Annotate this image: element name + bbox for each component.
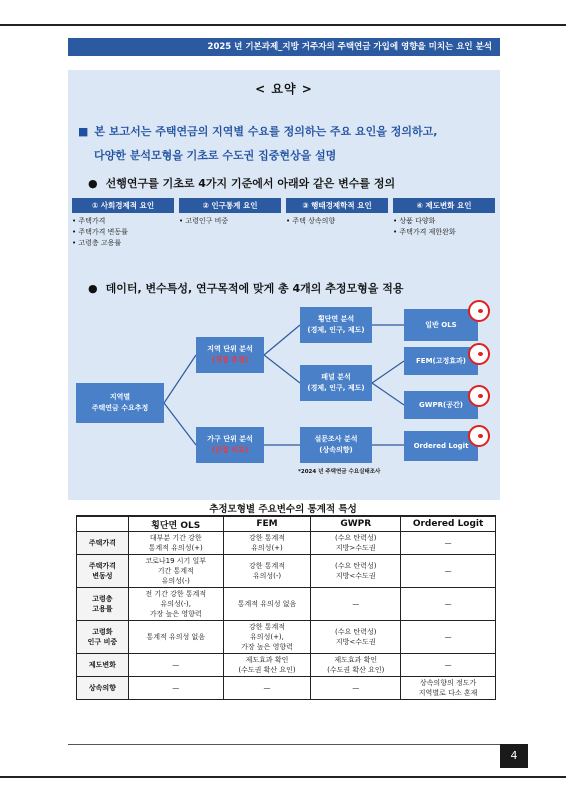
table-cell: (수요 탄력성) 지방>수도권 [311,532,401,555]
node-survey-line2: (상속의향) [319,446,353,454]
node-cross-line2: (경제, 인구, 제도) [307,326,365,334]
node-panel-line1: 패널 분석 [321,373,351,381]
table-cell: — [401,621,496,654]
bullet-2 [88,280,403,296]
highlight-circle-icon [468,385,490,407]
table-cell: 제도효과 확인 (수도권 확산 요인) [311,654,401,677]
node-survey [300,427,372,463]
criteria-box-1 [72,198,174,260]
table-row [77,588,496,621]
bottom-rule [0,776,566,778]
table-cell: — [401,555,496,588]
table-row [77,532,496,555]
node-ologit-label: Ordered Logit [413,441,469,450]
highlight-circle-icon [468,343,490,365]
node-gwpr-label: GWPR(공간) [419,400,463,409]
summary-panel [68,70,500,500]
highlight-circle-icon [468,300,490,322]
bullet-dot-icon: ● [88,177,98,190]
table-cell: (수요 탄력성) 지방<수도권 [311,621,401,654]
survey-note: *2024 년 주택연금 수요실태조사 [298,469,381,475]
node-household [196,427,264,463]
intro-text [78,120,493,168]
row-header-cell: 상속의향 [77,677,129,700]
report-header: 2025 년 기본과제_지방 거주자의 주택연금 가입에 영향을 미치는 요인 분석 [68,38,500,56]
bullet-dot-icon: ● [88,282,98,295]
node-ols-label: 일반 OLS [425,320,457,329]
table-cell: 통계적 유의성 없음 [128,621,223,654]
node-panel [300,365,372,401]
col-header [77,516,129,532]
table-row [77,677,496,700]
node-panel-line2: (경제, 인구, 제도) [307,384,365,392]
node-gwpr [404,391,478,419]
criteria-item: • 고령층 고용률 [72,239,122,247]
table-cell: — [128,654,223,677]
table-cell: 통계적 유의성 없음 [223,588,311,621]
criteria-item: • 고령인구 비중 [179,217,229,225]
node-ordered-logit [404,431,478,461]
highlight-circle-icon [468,425,490,447]
footer-rule [68,744,500,745]
node-cross-section [300,307,372,343]
row-header-cell: 주택가격 [77,532,129,555]
table-cell: — [311,588,401,621]
table-cell: — [223,677,311,700]
table-cell: 강한 통계적 유의성(-) [223,555,311,588]
criteria-boxes [72,198,496,260]
stats-table [76,515,496,700]
criteria-item: • 주택가격 변동률 [72,228,128,236]
table-row [77,654,496,677]
table-cell: 강한 통계적 유의성(+) [223,532,311,555]
table-cell: — [401,532,496,555]
col-header: GWPR [311,516,401,532]
table-cell: 대부분 기간 강한 통계적 유의성(+) [128,532,223,555]
table-cell: 코로나19 시기 일부 기간 통계적 유의성(-) [128,555,223,588]
criteria-title: ④ 제도변화 요인 [393,198,495,213]
page-number: 4 [500,744,528,768]
node-root [76,383,164,423]
model-diagram [68,295,500,495]
intro-line-2: 다양한 분석모형을 기초로 수도권 집중현상을 설명 [94,149,337,162]
row-header-cell: 주택가격 변동성 [77,555,129,588]
intro-line-1: 본 보고서는 주택연금의 지역별 수요를 정의하는 주요 요인을 정의하고, [94,125,438,138]
node-root-line2: 주택연금 수요추정 [91,404,149,412]
table-cell: 전 기간 강한 통계적 유의성(-), 가장 높은 영향력 [128,588,223,621]
criteria-box-2 [179,198,281,260]
table-cell: — [401,654,496,677]
table-row [77,621,496,654]
node-household-label: 가구 단위 분석 [207,435,253,443]
top-rule [0,24,566,26]
table-cell: 상속의향의 정도가 지역별로 다소 혼재 [401,677,496,700]
table-cell: — [128,677,223,700]
node-regional-label: 지역 단위 분석 [207,345,253,353]
summary-title: < 요약 > [255,82,313,96]
node-cross-line1: 횡단면 분석 [317,315,355,323]
node-regional-sub: (직접 추정) [212,356,248,364]
criteria-item: • 상품 다양화 [393,217,436,225]
col-header: FEM [223,516,311,532]
node-root-line1: 지역별 [109,393,131,401]
row-header-cell: 제도변화 [77,654,129,677]
square-bullet-icon: ■ [78,125,89,138]
criteria-title: ① 사회경제적 요인 [72,198,174,213]
criteria-item: • 주택가격 [72,217,106,225]
bullet-2-text: 데이터, 변수특성, 연구목적에 맞게 총 4개의 추정모형을 적용 [105,282,404,295]
table-cell: (수요 탄력성) 지방<수도권 [311,555,401,588]
criteria-box-3 [286,198,388,260]
node-survey-line1: 설문조사 분석 [314,435,358,443]
node-fem-label: FEM(고정효과) [416,356,466,365]
criteria-title: ② 인구통계 요인 [179,198,281,213]
criteria-item: • 주택가격 제한완화 [393,228,456,236]
col-header: Ordered Logit [401,516,496,532]
bullet-1-text: 선행연구를 기초로 4가지 기준에서 아래와 같은 변수를 정의 [105,177,396,190]
table-row [77,555,496,588]
table-cell: 강한 통계적 유의성(+), 가장 높은 영향력 [223,621,311,654]
node-fem [404,347,478,375]
table-cell: — [401,588,496,621]
table-cell: — [311,677,401,700]
col-header: 횡단면 OLS [128,516,223,532]
criteria-box-4 [393,198,495,260]
table-header-row [77,516,496,532]
table-title: 추정모형별 주요변수의 통계적 특성 [209,504,357,515]
node-ols [404,309,478,341]
row-header-cell: 고령화 인구 비중 [77,621,129,654]
criteria-title: ③ 행태경제학적 요인 [286,198,388,213]
criteria-item: • 주택 상속의향 [286,217,336,225]
node-household-sub: (간접 비교) [212,446,248,454]
bullet-1 [88,175,395,191]
node-regional [196,337,264,373]
table-cell: 제도효과 확인 (수도권 확산 요인) [223,654,311,677]
row-header-cell: 고령층 고용률 [77,588,129,621]
